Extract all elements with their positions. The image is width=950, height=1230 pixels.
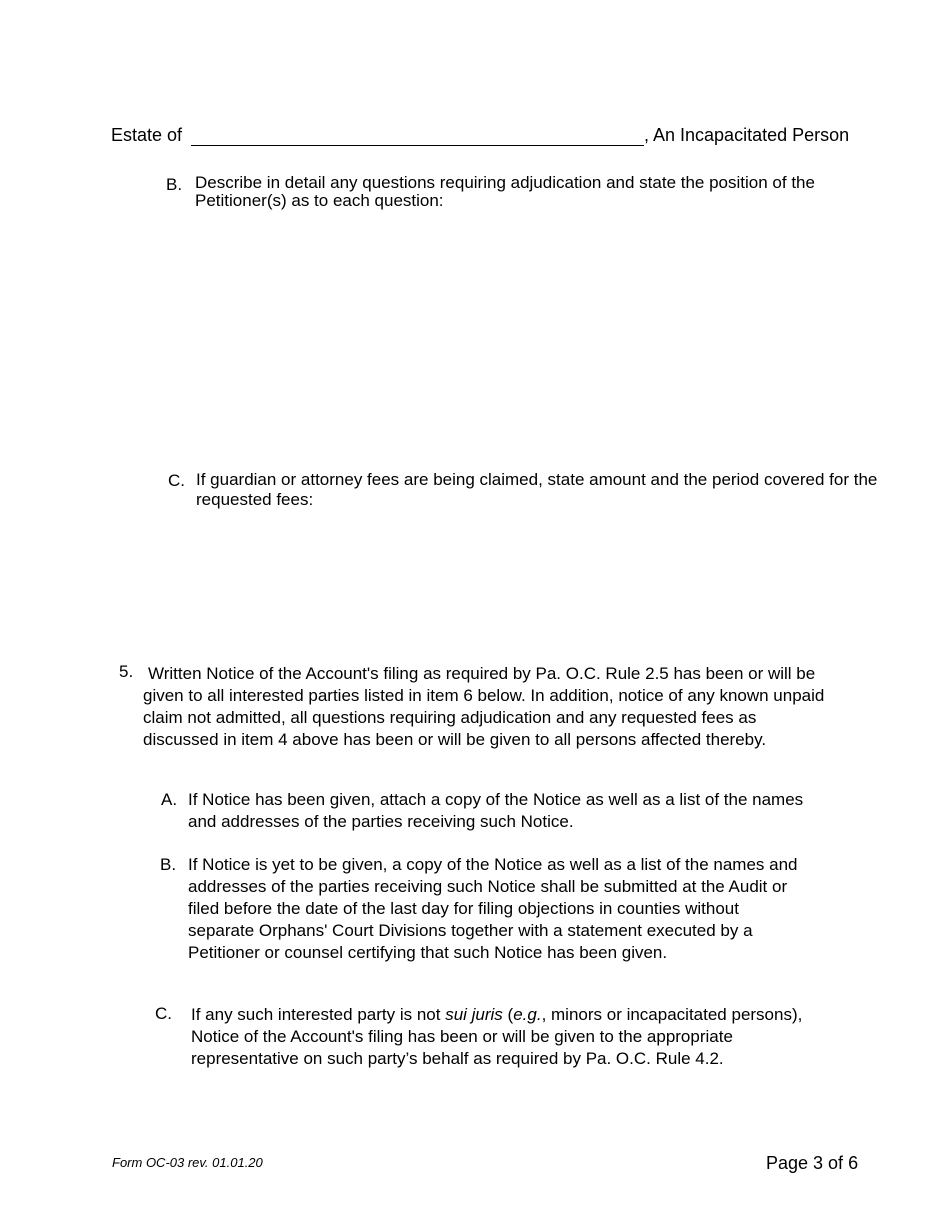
item4-b-text: Describe in detail any questions requiring adjudication and state the position of the Petitioner(s) as to each question: bbox=[195, 173, 815, 210]
item4-b-marker: B. bbox=[166, 175, 183, 194]
item5-b-text: If Notice is yet to be given, a copy of the Notice as well as a list of the names and addresses of the parties receiving such Notice shall be submitted at the Audit or filed before the date of the last day for filing objections in counties without separate Orphans' Court Divisions together with a statement executed by a Petitioner or counsel certifying that such Notice has been given. bbox=[188, 855, 798, 962]
footer-page-label: Page 3 of 6 bbox=[766, 1153, 859, 1173]
estate-prefix: Estate of bbox=[111, 125, 183, 145]
item5-c-italic-eg: e.g. bbox=[513, 1005, 542, 1024]
item4-c-marker: C. bbox=[168, 471, 185, 490]
item5-a-marker: A. bbox=[161, 790, 178, 809]
estate-suffix: , An Incapacitated Person bbox=[644, 125, 850, 145]
item5-c-text-1: If any such interested party is not bbox=[191, 1005, 446, 1024]
item5-c-marker: C. bbox=[155, 1004, 172, 1023]
item5-c-text bbox=[191, 1004, 806, 1070]
footer-form-id: Form OC-03 rev. 01.01.20 bbox=[112, 1155, 263, 1170]
item5-c-text-2: ( bbox=[502, 1005, 514, 1024]
item4-c-text: If guardian or attorney fees are being claimed, state amount and the period covered for the requested fees: bbox=[196, 470, 878, 509]
item5-text: Written Notice of the Account's filing as required by Pa. O.C. Rule 2.5 has been or will be given to all interested parties listed in item 6 below. In addition, notice of any known unpaid claim not admitted, all questions requiring adjudication and any requested fees as discussed in item 4 above has been or will be given to all persons affected thereby. bbox=[143, 664, 825, 749]
item5-number: 5. bbox=[119, 662, 134, 681]
item5-c-italic-sui-juris: sui juris bbox=[445, 1005, 503, 1024]
estate-name-blank-line[interactable] bbox=[191, 145, 644, 146]
item5-b-marker: B. bbox=[160, 855, 177, 874]
item5-a-text: If Notice has been given, attach a copy of the Notice as well as a list of the names and addresses of the parties receiving such Notice. bbox=[188, 790, 804, 831]
item5-c-text-3: , minors or incapacitated persons), Notice of the Account's filing has been or will be given to the appropriate representative on such party’s behalf as required by Pa. O.C. Rule 4.2. bbox=[191, 1005, 803, 1068]
